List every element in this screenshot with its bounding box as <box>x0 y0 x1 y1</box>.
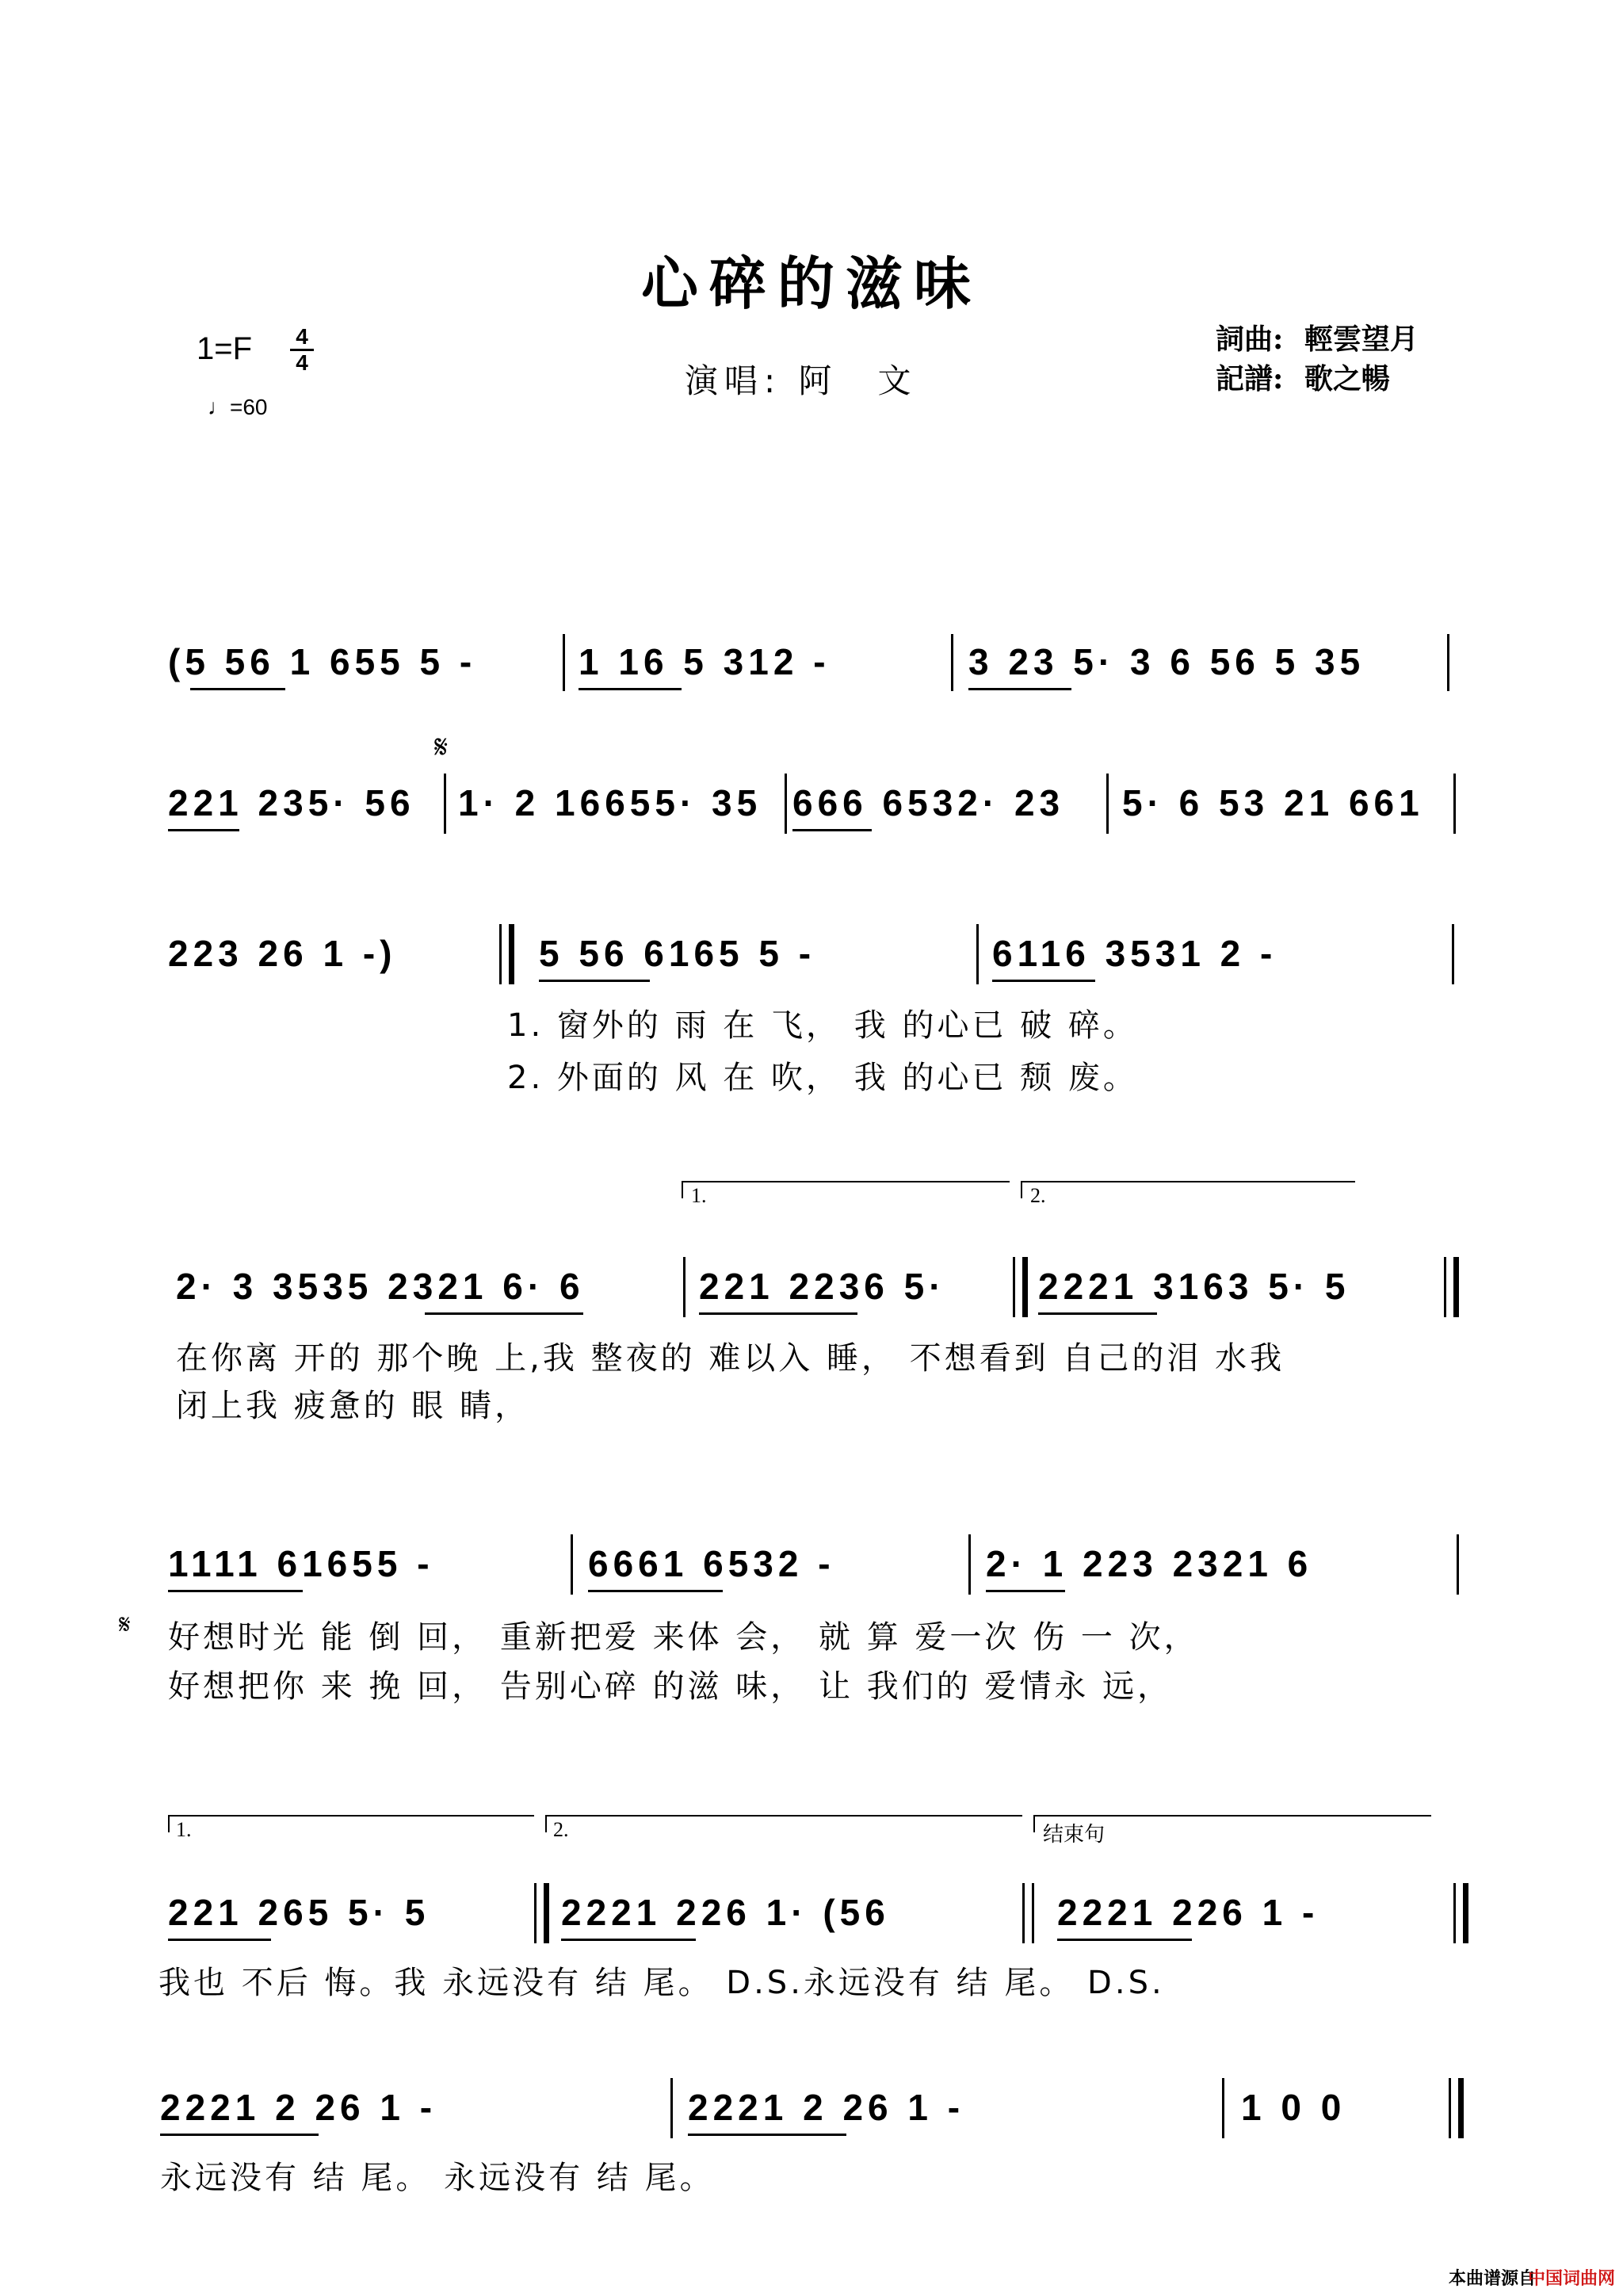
credit-name: 輕雲望月 <box>1304 323 1419 356</box>
measure-notes: 221 235· 56 <box>168 782 415 823</box>
barline <box>1444 1257 1446 1317</box>
beam-line <box>160 2134 319 2136</box>
lyric-line: 1. 窗外的 雨 在 飞， 我 的心已 破 碎。 <box>507 1007 1138 1044</box>
measure-notes: 221 2236 5· <box>699 1266 946 1307</box>
measure-notes: 5 56 6165 5 - <box>539 933 816 974</box>
segno-sign: 𝄋 <box>119 1609 131 1641</box>
lyric-line: 永远没有 结 尾。 永远没有 结 尾。 <box>160 2160 715 2196</box>
beam-line <box>688 2134 846 2136</box>
measure-notes: 2221 226 1· (56 <box>561 1892 890 1933</box>
volta-label: 2. <box>1030 1184 1046 1207</box>
measure-notes: 1 16 5 312 - <box>579 641 831 682</box>
source-site-link[interactable]: 中国词曲网 <box>1527 2269 1615 2289</box>
barline <box>563 634 565 691</box>
measure-notes: 221 265 5· 5 <box>168 1892 430 1933</box>
meter-bottom: 4 <box>290 349 314 375</box>
lyric-line: 我也 不后 悔。我 永远没有 结 尾。 D.S.永远没有 结 尾。 D.S. <box>158 1965 1165 2001</box>
barline <box>968 1534 971 1595</box>
repeat-barline <box>1453 1257 1459 1317</box>
barline <box>444 774 446 834</box>
barline <box>1449 2078 1451 2138</box>
measure-notes: 6116 3531 2 - <box>992 933 1277 974</box>
beam-line <box>425 1312 583 1315</box>
volta-bracket <box>168 1815 534 1832</box>
barline <box>1013 1257 1015 1317</box>
lyric-line: 2. 外面的 风 在 吹， 我 的心已 颓 废。 <box>507 1060 1138 1096</box>
volta-bracket <box>682 1181 1010 1198</box>
barline <box>670 2078 673 2138</box>
barline <box>1452 924 1454 984</box>
credit-label: 記譜: <box>1216 362 1284 395</box>
final-barline <box>1458 2078 1464 2138</box>
composer-credit <box>1216 317 1419 357</box>
barline <box>1447 634 1449 691</box>
measure-notes: 2221 3163 5· 5 <box>1038 1266 1350 1307</box>
credit-name: 歌之暢 <box>1304 362 1390 395</box>
beam-line <box>792 829 872 831</box>
barline <box>785 774 787 834</box>
beam-line <box>561 1939 696 1941</box>
measure-notes: 2· 1 223 2321 6 <box>986 1543 1313 1584</box>
beam-line <box>699 1312 857 1315</box>
barline <box>1453 774 1456 834</box>
barline <box>499 924 502 984</box>
beam-line <box>588 1590 723 1592</box>
repeat-end-barline <box>544 1883 549 1943</box>
beam-line <box>1057 1939 1192 1941</box>
measure-notes: 6661 6532 - <box>588 1543 835 1584</box>
segno-sign: 𝄋 <box>434 729 449 766</box>
measure-notes: 2221 2 26 1 - <box>688 2087 965 2128</box>
tempo-mark: ♩=60 <box>208 395 268 419</box>
barline <box>1457 1534 1459 1595</box>
measure-notes: (5 56 1 655 5 - <box>168 641 477 682</box>
credit-label: 詞曲: <box>1216 323 1284 356</box>
measure-notes: 2· 3 3535 2321 6· 6 <box>176 1266 585 1307</box>
repeat-start-barline <box>509 924 514 984</box>
barline <box>1453 1883 1456 1943</box>
barline <box>683 1257 685 1317</box>
volta-label: 1. <box>176 1818 192 1841</box>
barline <box>571 1534 573 1595</box>
measure-notes: 1· 2 16655· 35 <box>458 782 762 823</box>
beam-line <box>168 1590 303 1592</box>
measure-notes: 1 0 0 <box>1241 2087 1346 2128</box>
barline <box>534 1883 537 1943</box>
volta-bracket <box>1021 1181 1355 1198</box>
lyric-line: 闭上我 疲惫的 眼 睛， <box>176 1388 530 1424</box>
measure-notes: 223 26 1 -) <box>168 933 397 974</box>
singer-credit: 演唱: 阿 文 <box>685 361 918 400</box>
beam-line <box>539 980 650 982</box>
beam-line <box>168 829 239 831</box>
volta-label: 1. <box>691 1184 707 1207</box>
beam-line <box>168 1939 271 1941</box>
transcriber-credit <box>1216 357 1390 397</box>
beam-line <box>992 980 1095 982</box>
barline <box>1022 1883 1025 1943</box>
repeat-end-barline <box>1022 1257 1028 1317</box>
volta-label: 结束句 <box>1043 1823 1106 1846</box>
measure-notes: 666 6532· 23 <box>792 782 1065 823</box>
meter-top: 4 <box>296 324 308 349</box>
barline <box>1106 774 1109 834</box>
volta-bracket <box>545 1815 1022 1832</box>
double-barline <box>1032 1883 1034 1943</box>
source-note: 本曲谱源自 <box>1448 2269 1536 2289</box>
barline <box>1222 2078 1224 2138</box>
measure-notes: 5· 6 53 21 661 <box>1122 782 1424 823</box>
beam-line <box>190 688 285 690</box>
lyric-line: 好想把你 来 挽 回， 告别心碎 的滋 味， 让 我们的 爱情永 远， <box>168 1668 1173 1705</box>
beam-line <box>579 688 682 690</box>
page-title: 心碎的滋味 <box>640 250 982 317</box>
time-signature <box>290 325 314 375</box>
measure-notes: 3 23 5· 3 6 56 5 35 <box>968 641 1365 682</box>
final-barline <box>1463 1883 1468 1943</box>
measure-notes: 1111 61655 - <box>168 1543 434 1584</box>
measure-notes: 2221 226 1 - <box>1057 1892 1319 1933</box>
beam-line <box>986 1590 1065 1592</box>
lyric-line: 好想时光 能 倒 回， 重新把爱 来体 会， 就 算 爱一次 伤 一 次， <box>168 1619 1199 1656</box>
measure-notes: 2221 2 26 1 - <box>160 2087 437 2128</box>
key-signature: 1=F <box>197 331 253 366</box>
barline <box>976 924 979 984</box>
beam-line <box>968 688 1071 690</box>
barline <box>951 634 953 691</box>
beam-line <box>1038 1312 1157 1315</box>
lyric-line: 在你离 开的 那个晚 上,我 整夜的 难以入 睡， 不想看到 自己的泪 水我 <box>176 1340 1285 1377</box>
volta-label: 2. <box>553 1818 569 1841</box>
